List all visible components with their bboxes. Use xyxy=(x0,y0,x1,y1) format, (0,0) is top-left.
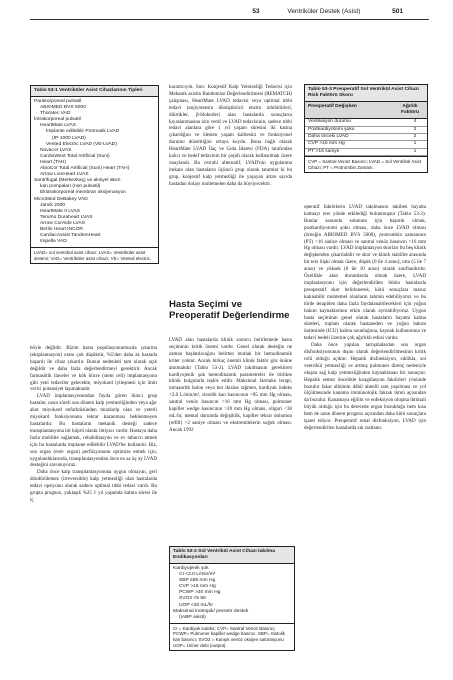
paragraph: Daha önce kalp transplantasyonuna uygun olmayan, geri döndürülemez (irreversible) kalp yetmezliği olan hastalarda tedavi opsiyonu olarak sadece optimal tıbbi tedavi vardı. Bu grupta prognoz, yaklaşık %25 1 yıl yaşamda kalma süresi ile iç xyxy=(30,469,157,503)
table-row xyxy=(305,149,427,156)
middle-column-bottom xyxy=(169,337,292,434)
table-53-3-rows xyxy=(305,119,427,156)
table-item: Parakorporeal pulsatil xyxy=(34,99,82,104)
right-column xyxy=(304,204,426,432)
table-53-2-title: Tablo 53-2 Sol Ventrikül Asist Cihazı takılma Endikasyonları xyxy=(170,547,294,564)
variable-cell: Ventilasyon durumu xyxy=(308,119,351,125)
table-53-2 xyxy=(169,546,295,651)
table-53-1 xyxy=(30,85,159,264)
paragraph: böyle değildir. Bizim hasta popülasyonumuzda çıkarma (eksplantasyon) oranı çok düşüktür, %5'den daha az hastada başarılı ile cihaz çıkarılır. Bunun nedenleri tam olarak açık değildir ve daha fazla değerlendirmeyi gerektirir. Ancak farmasötik ilaveler ve kök hücre (stem cell) implantasyonu gibi yeni tedaviler gelecekte, miyokard iyileşmesi için ümit verici potansiyel taşımaktadır. xyxy=(30,345,157,393)
weight-cell: 4 xyxy=(413,119,417,125)
table-item: Impella VAD xyxy=(40,239,67,245)
table-item: Santrifugal (Merkezkaç) ve aksiyel akım xyxy=(34,178,121,184)
table-item: HeartMate II LVAS xyxy=(40,208,81,214)
table-item: CVP >16 mm Hg xyxy=(179,584,216,590)
variable-cell: Daha önceki LVAD xyxy=(308,134,349,139)
section-heading: Hasta Seçimi ve Preoperatif Değerlendirme xyxy=(169,299,290,321)
paragraph: Daha önce yapılan tartışmalardan son organ disfonksiyonunun dışını olarak değerlendirilmesinin kritik rolü olduğu açıktır. Hepatik disfonksiyon, siklikla, sol ventrikül yetmezliği ve artmış pulmoner direnç nedeniyle oluşan sağ kalp yetmezliğinden kaynaklanan bir sonuçtur. Hepatik sentez öncelikle koagülasyon faktörleri yönünde bozulur fakat albümin dâhil ahenlil tam yapılması ve yol ölçülmesinde kanama immünolojik fakrak tümü açısından da bozulur. Kanamaya eğilim ve enfeksiyon oluşma ihtimali büyük olduğu için bu derecede organ bozukluğu hem kısa hem de uzun dönem prognoz açısından daha kötü sonuçlara işaret ediyor. Preoperatif renal disfonksiyon, LVAD için değerlendirilen hastalarda sık rastlanır. xyxy=(304,342,426,431)
table-53-2-footnote: CI = Kardiyak indeks; CVP= Santral Venöz Basıncı; PCWP= Pulmoner kapiller wedge basıncı; SBP= Sistolik kan basıncı; SVO2 = Karışık venöz oksijen satürasyonu UOP= Üriner debi (output). xyxy=(170,623,294,650)
left-column xyxy=(30,345,157,504)
table-item: Heart (TAH) xyxy=(40,159,66,165)
table-item: SBP ≤85 mm Hg xyxy=(179,578,216,584)
middle-column-top xyxy=(169,84,292,188)
table-item: Berlin Heart INCOR xyxy=(40,226,83,232)
table-item: kan pompaları (non pulsatil) xyxy=(40,184,101,190)
table-53-1-footnote: LVAD= sol ventrikül asist cihazı; LVAS= Ventriküler asist sistemi; VAD= Ventriküler asist cihazı; VE= Vented electric. xyxy=(31,247,158,263)
table-row xyxy=(305,127,427,134)
paragraph: karartıcıydı. Son: Konjestif Kalp Yetmezliği Tedavisi için Mekanik asistin Randomize Değerlendirilmesi (REMATCH) çalışması, HeartMate LVAD tedavisi veya optimal tıbbi tedavi (anjiyotensin dönüştürücü enzim inhibitörleri, diürtikler, β-blokerler) alan hastalarda sonuçların kıyaslanmasına izin verdi ve LVAD tedavisinin, sadece tıbbi tedavi alanlara göre 1 yıl yaşam süresini iki katına çıkardığını ve ölesten yaşam kalitesini ve fonksiyonel durumu düzelttiğini ortaya koydu. Buna bağlı olarak HeartMate LVAD İlaç ve Gıda İdaresi (FDA) tarafından kalıcı ve hedef tedavinin bir çeşidi olarak kullanılmak üzere onaylandı. Bu cerrahi alternatif, LVAD'nin uygulanma imkanı olan hastaların üçüncü grup olarak tanımlar ki bu grup, konjestif kalp yetmezliği ile yaşayan artan sayıda hastadan dolayı multemelen daha da büyüyecektir. xyxy=(169,84,292,187)
table-item: CI <2.0 L/min/m² xyxy=(179,572,216,578)
table-item: Ekstrakorporeal membran oksijenasyon xyxy=(40,190,126,196)
table-53-3 xyxy=(304,84,428,173)
table-53-3-footnote: CVP = Santral Venöz Basıncı; LVAD = Sol Ventrikül Asist Cihazı; PT = Protrombin Zamanı. xyxy=(305,156,427,172)
table-item: ABIOMED BVS 5000 xyxy=(40,105,86,111)
table-53-2-body xyxy=(170,564,294,623)
table-item: Arrow LionHeart LVAS xyxy=(40,172,89,178)
table-item: PCWP >20 mm Hg xyxy=(179,590,221,596)
variable-cell: CVP >16 mm Hg xyxy=(308,141,345,147)
table-53-1-body xyxy=(31,97,158,247)
table-item: UOP <30 mL/hr xyxy=(179,602,214,608)
table-item: SVO2 <5 50 xyxy=(179,596,206,602)
table-item: Thoratec VAD xyxy=(40,111,71,117)
table-53-3-title: Tablo 53-3 Preoperatif Sol Ventrikül Asist Cihazı Risk Faktörü Skoru xyxy=(305,85,427,102)
table-item: Maksimal inotropik/ pressör destek xyxy=(173,608,249,614)
chapter-title: Ventriküler Destek (Asist) xyxy=(287,8,361,15)
weight-cell: 2 xyxy=(413,134,417,139)
weight-cell: 1 xyxy=(413,141,417,147)
table-item: Novacor LVAS xyxy=(40,147,72,153)
paragraph: operatif faktörlerin LVAD takılmasını takiben hayatta kalmayı ters yönde etkilediği bulunmuştur (Tablo 53-3). Bunlar arasında solunum için başımlı olmak, postkardiyotomi şoku olması, daha önce LVAD olması (örneğin ABIOMED BVS 5000), protrombin zamanının (PT) >16 saniye olması ve santral venöz basıncın >16 mm Hg olması vardır. LVAD implantasyon skorları bu beş klinik değişkenden çıkarılabilir ve skor ve klinik stabilite arasında bir ters ilişki olmak üzere, düşük (0 ile 4 arası), orta (5 ile 7 arası) ve yüksek (8 ile 10 arası) olarak sınıflandırılır. Özellikle akut durumlarda olmak üzere, LVAD implantasyonu için değerlendirilen bütün hastalarda preoperatif skor belirlenerek, kötü sonuçlara maruz kalınabilir muhtemel olanların tahmin edebiliyoruz ve bu türde terapiden daha fazla faydalanabilecekleri için yoğun bakım kaynaklarının etkin olarak ayrılabiliyoruz. Uygun hasta seçiminin genel olarak hastaların hayatta kalma süreleri, toplam olarak hastaneden ve yoğun bakım ünitesinde (ICU) kalma uzunluğuna, kaynak kullanımına ve tedavi bedeli üzerine çok ağırlıklı etkisi vardır. xyxy=(304,204,426,342)
table-item: Vented Electric LVAD (VE-LVAD) xyxy=(46,141,117,147)
table-row xyxy=(305,119,427,126)
table-item: Kardiyojenik şok xyxy=(173,566,209,571)
table-item: MicroMed DeBakey VAD xyxy=(34,196,88,202)
table-item: (IABP asisti) xyxy=(179,614,206,620)
weight-cell: 2 xyxy=(413,126,417,132)
variable-cell: Postkardiyotomi şoku xyxy=(308,126,355,132)
table-item: Jarvik 2000 xyxy=(40,202,66,208)
chapter-number: 53 xyxy=(252,8,260,15)
table-item: CardioWest Total Artificial (Suni) xyxy=(40,153,110,159)
table-53-1-title: Tablo 53-1 Ventriküler Asist Cihazlarının Tipleri xyxy=(31,86,158,97)
table-item: (IP-1000 LVAD) xyxy=(52,135,86,141)
variable-cell: PT >16 saniye xyxy=(308,148,340,154)
paragraph: LVAD implantasyonundan fayda gören ikinci grup hastalar, uzun süreli son dönem kalp yetmezliğinden veya ağır akut miyokard enfarktüsünden muzdarip olan ve yeterli miyokard fonksiyonunu tekrar kazanması beklenmeyen hastalardır. Bu hastaların mekanik desteği sadece transplantasyona bir köprü olarak ihtiyacı vardır. Hastaya daha fazla mobilite sağlamak, rehabilitasyon ve ev taburcu etmek için bu hastalarda implante edilebilir LVAD'ler kullanılır. Biz, son organ (end- organ) perfüzyonunu optimize etmek için, uygulandıklarında, transplantasyondan önce en az üç ay LVAD desteğini savunuyoruz. xyxy=(30,393,157,469)
column-header: Ağırlık Faktörü xyxy=(401,104,419,116)
table-item: İmplante edilebilir Pnömatik LVAD xyxy=(46,129,120,135)
table-53-3-header xyxy=(305,102,427,119)
table-item: HeartMate LVAS xyxy=(40,123,76,129)
table-item: CardiacAssist TandemHeart xyxy=(40,233,101,239)
table-item: AbioCor Total Artificial (Suni) Heart (TAH) xyxy=(40,166,130,172)
table-row xyxy=(305,141,427,148)
table-item: İntrakorporeal pulsatil xyxy=(34,117,81,123)
running-header xyxy=(30,8,429,20)
weight-cell: 1 xyxy=(413,148,417,154)
table-item: Terumo Duraheart LVAS xyxy=(40,214,93,220)
table-item: Arrow CorAide LVAS xyxy=(40,220,85,226)
column-header: Preoperatif Değişken xyxy=(308,104,357,109)
page-number: 501 xyxy=(392,8,403,15)
paragraph: LVAD alan hastalarda klinik sonucu belirlemede hasta seçiminin kritik önemi vardır. Genel olarak desteğin ne zaman başlatılacağını belirten mutlak bir hemodinamik kriter yoktur. Ancak birkaç önemli klinik faktör göz önüne alınmalıdır (Tablo 53-2). LVAD takılmasını gerektiren kardiyojenik şok hemodinamik parametreler ile birlikte klinik bulgularla teşhis edilir. Maksimal farmako terapi, intraaortik balon veya her ikisine rağmen, kardiyak indeks <2.0 L/min/m², sistolik kan basıncının <85 mm Hg olması, santral venöz basıncın >16 mm Hg olması, pulmoner kapiller wedge basıncının >20 mm Hg olması, oliguri <30 mL/hr, mental durumda değişiklik, kapiller tekrar dolumun (refill) >2 saniye olması ve ekstremitelerin soğuk olması. Ancak 1992 xyxy=(169,337,292,433)
header-rule xyxy=(30,19,429,20)
header-right xyxy=(252,8,429,15)
